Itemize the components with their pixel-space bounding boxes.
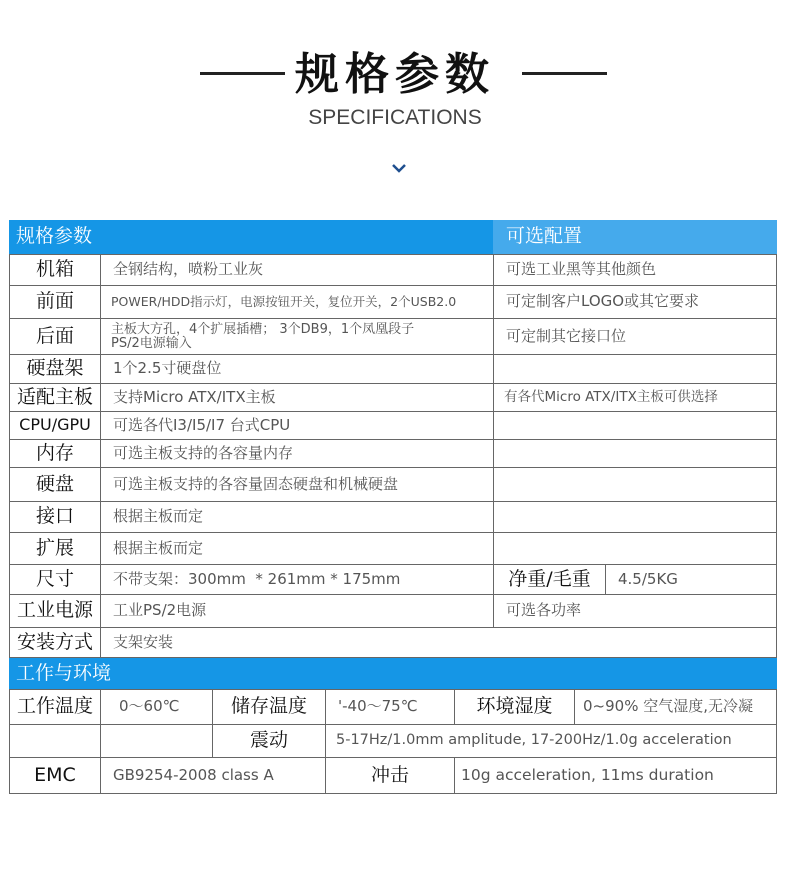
row-value: 根据主板而定 (100, 532, 494, 565)
humidity-value: 0~90% 空气湿度,无冷凝 (574, 689, 777, 725)
st-temp-value: '-40～75℃ (325, 689, 455, 725)
row-label: 尺寸 (9, 564, 101, 595)
spec-header: 规格参数 (9, 220, 494, 254)
row-option (493, 354, 777, 384)
row-label: 安装方式 (9, 627, 101, 658)
row-option: 可定制其它接口位 (493, 318, 777, 355)
vibration-label: 震动 (212, 724, 326, 758)
row-value: 1个2.5寸硬盘位 (100, 354, 494, 384)
row-label: 内存 (9, 439, 101, 468)
row-label: 前面 (9, 285, 101, 319)
row-option: 可选工业黑等其他颜色 (493, 254, 777, 286)
row-value: 可选主板支持的各容量内存 (100, 439, 494, 468)
weight-value: 4.5/5KG (605, 564, 777, 595)
row-label: 适配主板 (9, 383, 101, 412)
page-subtitle: SPECIFICATIONS (308, 106, 482, 129)
shock-label: 冲击 (325, 757, 455, 794)
row-value: 支架安装 (100, 627, 777, 658)
row-label: 机箱 (9, 254, 101, 286)
row-label: 后面 (9, 318, 101, 355)
chevron-down-icon (391, 160, 407, 176)
row-value: 可选主板支持的各容量固态硬盘和机械硬盘 (100, 467, 494, 502)
row-option (493, 467, 777, 502)
row-value-line1: 主板大方孔，4个扩展插槽； 3个DB9，1个凤凰段子 (111, 321, 415, 337)
humidity-label: 环境湿度 (454, 689, 575, 725)
row-option: 可定制客户LOGO或其它要求 (493, 285, 777, 319)
row-label: 硬盘 (9, 467, 101, 502)
shock-value: 10g acceleration, 11ms duration (454, 757, 777, 794)
empty-cell (100, 724, 213, 758)
option-header: 可选配置 (493, 220, 777, 254)
page-title: 规格参数 (295, 49, 495, 100)
row-value: 可选各代I3/I5/I7 台式CPU (100, 411, 494, 440)
row-label: 工业电源 (9, 594, 101, 628)
st-temp-label: 储存温度 (212, 689, 326, 725)
weight-label: 净重/毛重 (493, 564, 606, 595)
row-label: 硬盘架 (9, 354, 101, 384)
vibration-value: 5-17Hz/1.0mm amplitude, 17-200Hz/1.0g acceleration (325, 724, 777, 758)
empty-cell (9, 724, 101, 758)
row-value: 根据主板而定 (100, 501, 494, 533)
emc-value: GB9254-2008 class A (100, 757, 326, 794)
row-option (493, 411, 777, 440)
row-value (100, 318, 494, 355)
row-value: 不带支架：300mm * 261mm * 175mm (100, 564, 494, 595)
row-option (493, 439, 777, 468)
row-option (493, 532, 777, 565)
row-value: 工业PS/2电源 (100, 594, 494, 628)
row-option: 有各代Micro ATX/ITX主板可供选择 (493, 383, 777, 412)
row-value: 支持Micro ATX/ITX主板 (100, 383, 494, 412)
op-temp-label: 工作温度 (9, 689, 101, 725)
row-label: 接口 (9, 501, 101, 533)
row-value: 全钢结构，喷粉工业灰 (100, 254, 494, 286)
emc-label: EMC (9, 757, 101, 794)
row-value-line2: PS/2电源输入 (111, 335, 192, 351)
row-option (493, 501, 777, 533)
env-header: 工作与环境 (9, 658, 777, 690)
row-label: CPU/GPU (9, 411, 101, 440)
row-label: 扩展 (9, 532, 101, 565)
row-option: 可选各功率 (493, 594, 777, 628)
row-value: POWER/HDD指示灯，电源按钮开关，复位开关，2个USB2.0 (100, 285, 494, 319)
op-temp-value: 0～60℃ (100, 689, 213, 725)
